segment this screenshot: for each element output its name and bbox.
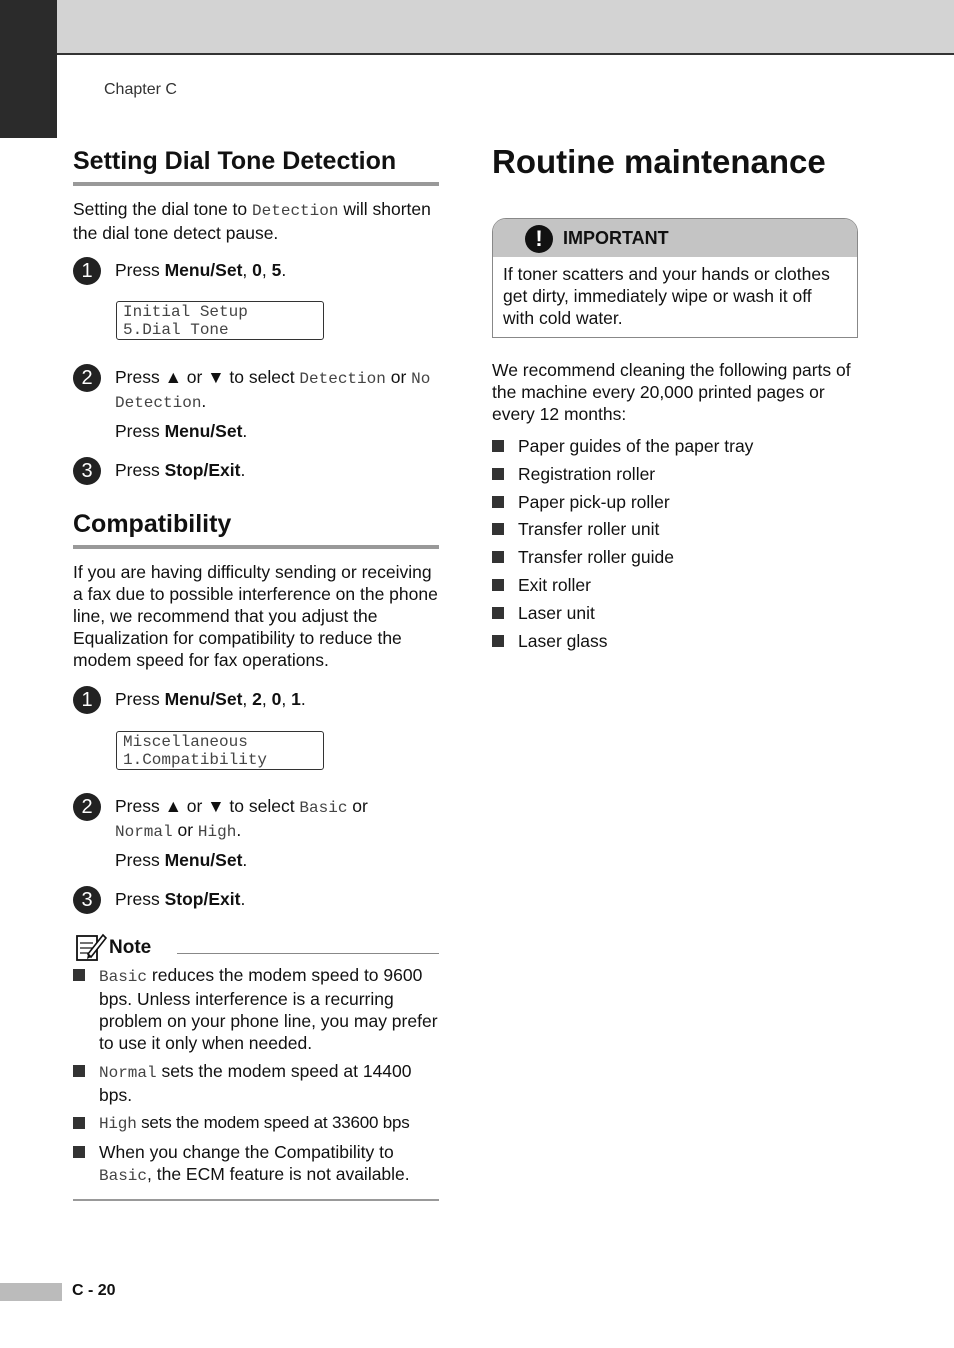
exclamation-icon: !	[525, 225, 553, 253]
header-bar	[0, 0, 954, 55]
compatibility-intro: If you are having difficulty sending or receiving a fax due to possible interference on the phone line, we recommend that you adjust the Equalization for compatibility to reduce the modem speed for fax operations.	[73, 562, 438, 670]
step-1	[73, 686, 439, 716]
intro-text: Setting the dial tone to	[73, 199, 253, 219]
note-pencil-icon	[75, 932, 107, 962]
footer-bar	[0, 1283, 62, 1301]
step-subtext: Press Menu/Set.	[115, 421, 248, 441]
list-item: Laser glass	[492, 630, 858, 652]
step-3	[73, 886, 439, 916]
step-text: Press Menu/Set, 0, 5.	[115, 260, 287, 280]
section-title: Setting Dial Tone Detection	[73, 146, 439, 186]
list-item: Exit roller	[492, 574, 858, 596]
note-rule	[177, 953, 439, 954]
note-bottom-rule	[73, 1199, 439, 1201]
parts-list	[492, 435, 858, 657]
lcd-display: Miscellaneous 1.Compatibility	[116, 731, 324, 770]
note-list	[73, 964, 439, 1187]
step-text: Press ▲ or ▼ to select Basic or Normal or High.	[115, 796, 368, 841]
important-box	[492, 218, 858, 338]
maintenance-intro: We recommend cleaning the following parts of the machine every 20,000 printed pages or every 12 months:	[492, 360, 851, 424]
step-3	[73, 457, 439, 487]
chapter-label: Chapter C	[104, 81, 177, 98]
list-item: Laser unit	[492, 602, 858, 624]
list-item: Paper guides of the paper tray	[492, 435, 858, 457]
step-number: 1	[73, 686, 101, 714]
intro-text: will shorten the dial tone detect pause.	[73, 199, 431, 243]
step-subtext: Press Menu/Set.	[115, 850, 248, 870]
chapter-tab	[0, 0, 57, 138]
step-1	[73, 257, 439, 287]
step-number: 2	[73, 793, 101, 821]
dial-tone-intro	[73, 198, 439, 244]
list-item: Paper pick-up roller	[492, 491, 858, 513]
note-box	[73, 930, 439, 1201]
step-2	[73, 793, 439, 883]
important-header	[493, 219, 857, 257]
step-text: Press Stop/Exit.	[115, 460, 246, 480]
important-text: If toner scatters and your hands or clothes get dirty, immediately wipe or wash it off with cold water.	[503, 264, 830, 328]
step-text: Press Stop/Exit.	[115, 889, 246, 909]
page-title: Routine maintenance	[492, 143, 826, 180]
note-title: Note	[109, 937, 152, 958]
step-text: Press ▲ or ▼ to select Detection or No Detection.	[115, 367, 431, 412]
step-2	[73, 364, 439, 454]
step-text: Press Menu/Set, 2, 0, 1.	[115, 689, 306, 709]
step-number: 3	[73, 457, 101, 485]
step-number: 2	[73, 364, 101, 392]
page-number: C - 20	[72, 1282, 116, 1299]
step-number: 3	[73, 886, 101, 914]
list-item: Basic reduces the modem speed to 9600 bps. Unless interference is a recurring problem on your phone line, you may prefer to use it only when needed.	[73, 964, 439, 1054]
code-detection: Detection	[252, 202, 339, 220]
list-item: Transfer roller unit	[492, 518, 858, 540]
list-item: When you change the Compatibility to Basic, the ECM feature is not available.	[73, 1141, 439, 1187]
section-dial-tone	[73, 146, 439, 186]
section-compatibility	[73, 509, 439, 549]
lcd-display: Initial Setup 5.Dial Tone	[116, 301, 324, 340]
list-item: Normal sets the modem speed at 14400 bps.	[73, 1060, 439, 1106]
list-item: High sets the modem speed at 33600 bps	[73, 1112, 439, 1135]
important-label: IMPORTANT	[563, 228, 669, 248]
list-item: Registration roller	[492, 463, 858, 485]
step-number: 1	[73, 257, 101, 285]
list-item: Transfer roller guide	[492, 546, 858, 568]
section-title: Compatibility	[73, 509, 439, 549]
